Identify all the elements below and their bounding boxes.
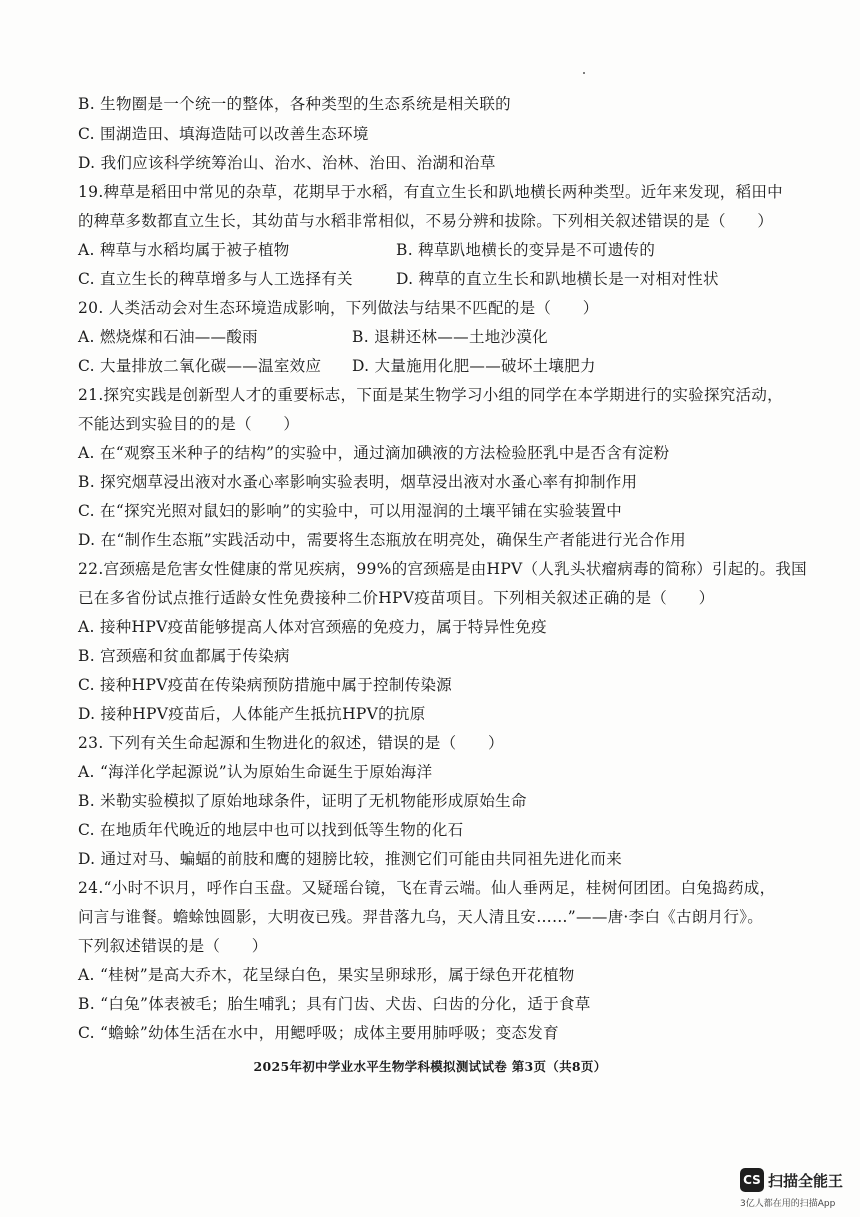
question-19-options-row-1 [78, 240, 290, 260]
option-line: B. 生物圈是一个统一的整体，各种类型的生态系统是相关联的 [78, 95, 511, 113]
watermark-tagline: 3亿人都在用的扫描App [740, 1199, 836, 1209]
q19-option-a: A. 稗草与水稻均属于被子植物 [78, 241, 290, 259]
q19-option-b: B. 稗草趴地横长的变异是不可遗传的 [396, 241, 656, 259]
q21-option-c: C. 在“探究光照对鼠妇的影响”的实验中，可以用湿润的土壤平铺在实验装置中 [78, 502, 623, 520]
question-23-stem: 23. 下列有关生命起源和生物进化的叙述，错误的是（ ） [78, 734, 504, 752]
q20-option-d: D. 大量施用化肥——破坏土壤肥力 [352, 357, 596, 375]
q22-option-b: B. 宫颈癌和贫血都属于传染病 [78, 647, 290, 665]
q23-option-b: B. 米勒实验模拟了原始地球条件，证明了无机物能形成原始生命 [78, 792, 527, 810]
question-24-stem: 24.“小时不识月，呼作白玉盘。又疑瑶台镜，飞在青云端。仙人垂两足，桂树何团团。白兔捣药成， [78, 879, 776, 897]
q19-option-c: C. 直立生长的稗草增多与人工选择有关 [78, 270, 353, 288]
q24-option-b: B. “白兔”体表被毛；胎生哺乳；具有门齿、犬齿、臼齿的分化，适于食草 [78, 995, 591, 1013]
q22-option-a: A. 接种HPV疫苗能够提高人体对宫颈癌的免疫力，属于特异性免疫 [78, 618, 547, 636]
q21-option-b: B. 探究烟草浸出液对水蚤心率影响实验表明，烟草浸出液对水蚤心率有抑制作用 [78, 473, 638, 491]
q24-option-a: A. “桂树”是高大乔木，花呈绿白色，果实呈卵球形，属于绿色开花植物 [78, 966, 575, 984]
q21-option-d: D. 在“制作生态瓶”实践活动中，需要将生态瓶放在明亮处，确保生产者能进行光合作用 [78, 531, 686, 549]
q20-option-a: A. 燃烧煤和石油——酸雨 [78, 328, 258, 346]
cs-logo-icon: CS [740, 1168, 764, 1192]
q21-option-a: A. 在“观察玉米种子的结构”的实验中，通过滴加碘液的方法检验胚乳中是否含有淀粉 [78, 444, 670, 462]
scan-speck [583, 72, 585, 74]
q22-option-d: D. 接种HPV疫苗后，人体能产生抵抗HPV的抗原 [78, 705, 426, 723]
question-22-stem: 22.宫颈癌是危害女性健康的常见疾病，99%的宫颈癌是由HPV（人乳头状瘤病毒的简称）引起的。我国 [78, 560, 807, 578]
scanner-watermark [740, 1166, 850, 1212]
q20-option-c: C. 大量排放二氧化碳——温室效应 [78, 357, 322, 375]
question-19-stem-cont: 的稗草多数都直立生长，其幼苗与水稻非常相似，不易分辨和拔除。下列相关叙述错误的是（ ） [78, 212, 774, 230]
option-line: C. 围湖造田、填海造陆可以改善生态环境 [78, 125, 369, 143]
watermark-app-name: 扫描全能王 [768, 1172, 844, 1190]
q20-option-b: B. 退耕还林——土地沙漠化 [352, 328, 548, 346]
q22-option-c: C. 接种HPV疫苗在传染病预防措施中属于控制传染源 [78, 676, 453, 694]
question-22-stem-cont: 已在多省份试点推行适龄女性免费接种二价HPV疫苗项目。下列相关叙述正确的是（ ） [78, 589, 715, 607]
question-21-stem-cont: 不能达到实验目的的是（ ） [78, 415, 300, 433]
q23-option-c: C. 在地质年代晚近的地层中也可以找到低等生物的化石 [78, 821, 464, 839]
question-24-stem-cont: 问言与谁餐。蟾蜍蚀圆影，大明夜已残。羿昔落九乌，天人清且安……”——唐·李白《古朗月行》。 [78, 908, 764, 926]
question-19-stem: 19.稗草是稻田中常见的杂草，花期早于水稻，有直立生长和趴地横长两种类型。近年来发现，稻田中 [78, 183, 783, 201]
question-21-stem: 21.探究实践是创新型人才的重要标志，下面是某生物学习小组的同学在本学期进行的实验探究活动， [78, 386, 783, 404]
question-20-stem: 20. 人类活动会对生态环境造成影响，下列做法与结果不匹配的是（ ） [78, 299, 599, 317]
q23-option-d: D. 通过对马、蝙蝠的前肢和鹰的翅膀比较，推测它们可能由共同祖先进化而来 [78, 850, 623, 868]
q23-option-a: A. “海洋化学起源说”认为原始生命诞生于原始海洋 [78, 763, 433, 781]
page-footer: 2025年初中学业水平生物学科模拟测试试卷 第3页（共8页） [253, 1059, 607, 1074]
q19-option-d: D. 稗草的直立生长和趴地横长是一对相对性状 [396, 270, 719, 288]
question-24-stem-end: 下列叙述错误的是（ ） [78, 937, 268, 955]
q24-option-c: C. “蟾蜍”幼体生活在水中，用鳃呼吸；成体主要用肺呼吸；变态发育 [78, 1024, 559, 1042]
option-line: D. 我们应该科学统筹治山、治水、治林、治田、治湖和治草 [78, 154, 496, 172]
